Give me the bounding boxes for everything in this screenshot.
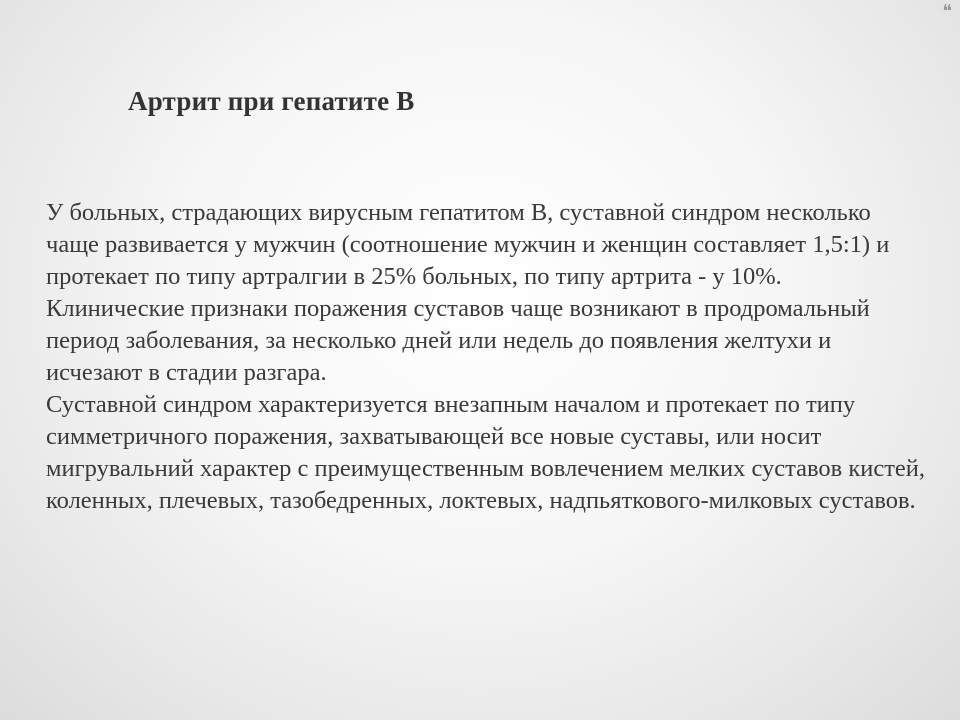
slide-body <box>46 197 926 517</box>
paragraph-3: Суставной синдром характеризуется внезапным началом и протекает по типу симметричного поражения, захватывающей все новые суставы, или носит мигрувальний характер с преимущественным вовлечением мелких суставов кистей, коленных, плечевых, тазобедренных, локтевых, надпьяткового-милковых суставов. <box>46 391 926 514</box>
paragraph-1: У больных, страдающих вирусным гепатитом В, суставной синдром несколько чаще развивается у мужчин (соотношение мужчин и женщин составляет 1,5:1) и протекает по типу артралгии в 25% больных, по типу артрита - у 10%. <box>46 199 890 290</box>
paragraph-2: Клинические признаки поражения суставов чаще возникают в продромальный период заболевания, за несколько дней или недель до появления желтухи и исчезают в стадии разгара. <box>46 295 870 386</box>
quote-mark-icon: ❝ <box>942 1 952 21</box>
slide-title: Артрит при гепатите В <box>128 86 415 116</box>
